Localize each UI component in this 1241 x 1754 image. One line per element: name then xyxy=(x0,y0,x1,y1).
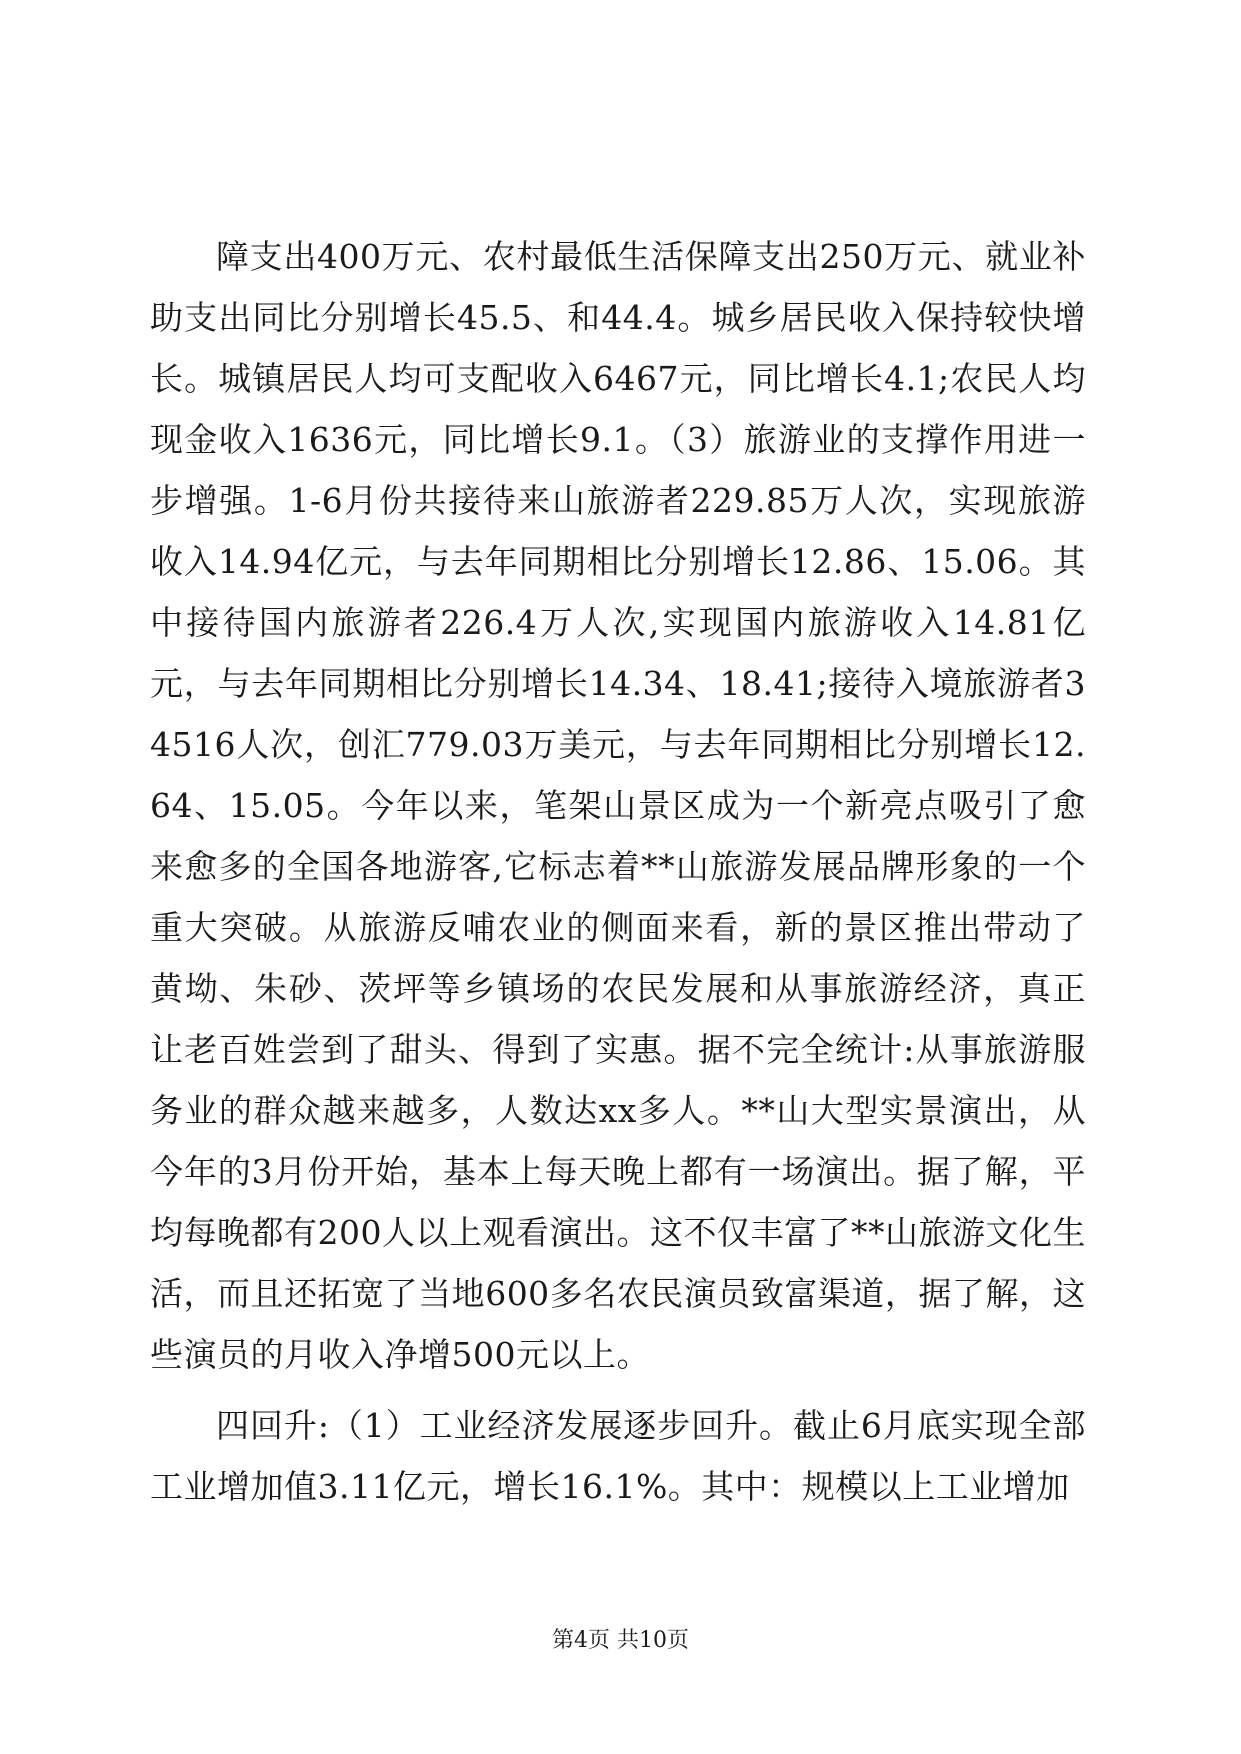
document-body xyxy=(150,226,1086,1517)
paragraph-industrial-recovery: 四回升:（1）工业经济发展逐步回升。截止6月底实现全部工业增加值3.11亿元，增长16.1%。其中：规模以上工业增加 xyxy=(150,1406,1086,1506)
paragraph-tourism-income: 障支出400万元、农村最低生活保障支出250万元、就业补助支出同比分别增长45.5、和44.4。城乡居民收入保持较快增长。城镇居民人均可支配收入6467元，同比增长4.1;农民人均现金收入1636元，同比增长9.1。（3）旅游业的支撑作用进一步增强。1-6月份共接待来山旅游者229.85万人次，实现旅游收入14.94亿元，与去年同期相比分别增长12.86、15.06。其中接待国内旅游者226.4万人次,实现国内旅游收入14.81亿元，与去年同期相比分别增长14.34、18.41;接待入境旅游者34516人次，创汇779.03万美元，与去年同期相比分别增长12.64、15.05。今年以来，笔架山景区成为一个新亮点吸引了愈来愈多的全国各地游客,它标志着**山旅游发展品牌形象的一个重大突破。从旅游反哺农业的侧面来看，新的景区推出带动了黄坳、朱砂、茨坪等乡镇场的农民发展和从事旅游经济，真正让老百姓尝到了甜头、得到了实惠。据不完全统计:从事旅游服务业的群众越来越多，人数达xx多人。**山大型实景演出，从今年的3月份开始，基本上每天晚上都有一场演出。据了解，平均每晚都有200人以上观看演出。这不仅丰富了**山旅游文化生活，而且还拓宽了当地600多名农民演员致富渠道，据了解，这些演员的月收入净增500元以上。 xyxy=(150,237,1086,1374)
page-footer: 第4页 共10页 xyxy=(552,1628,689,1653)
